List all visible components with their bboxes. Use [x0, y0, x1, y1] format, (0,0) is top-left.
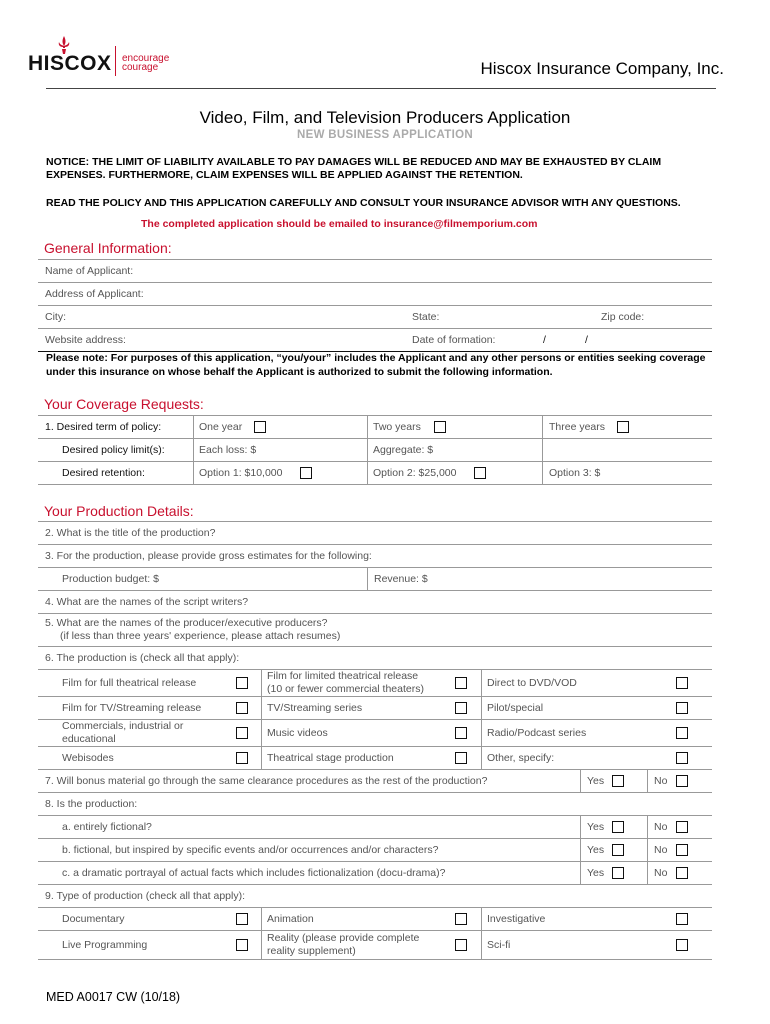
coverage-heading: Your Coverage Requests: [44, 396, 204, 412]
logo-tagline: encourage courage [122, 53, 170, 73]
dvd-vod-checkbox[interactable] [676, 677, 688, 689]
q8a-no-checkbox[interactable] [676, 821, 688, 833]
q8c-label: c. a dramatic portrayal of actual facts which includes fictionalization (docu-drama)? [62, 867, 446, 879]
option-2-checkbox[interactable] [474, 467, 486, 479]
tv-streaming-release-label: Film for TV/Streaming release [62, 702, 202, 714]
q6-grid-row-1 [38, 670, 712, 697]
website-label: Website address: [45, 334, 126, 346]
full-theatrical-label: Film for full theatrical release [62, 677, 197, 689]
q8b-yes-label: Yes [587, 844, 605, 856]
q7-no-checkbox[interactable] [676, 775, 688, 787]
q7-yes-label: Yes [587, 775, 605, 787]
production-heading: Your Production Details: [44, 503, 194, 519]
gross-estimates-row [38, 545, 712, 568]
revenue-field[interactable]: Revenue: $ [374, 573, 428, 585]
company-name: Hiscox Insurance Company, Inc. [480, 59, 724, 78]
q8b-label: b. fictional, but inspired by specific events and/or occurrences and/or characters? [62, 844, 439, 856]
pilot-special-label: Pilot/special [487, 702, 544, 714]
stage-production-checkbox[interactable] [455, 752, 467, 764]
q2-label: 2. What is the title of the production? [45, 527, 216, 539]
production-title-field[interactable] [38, 522, 712, 545]
q8b-row [38, 839, 712, 862]
q8c-yes-checkbox[interactable] [612, 867, 624, 879]
page-title: Video, Film, and Television Producers Application [199, 108, 571, 127]
q4-label: 4. What are the names of the script writers? [45, 596, 249, 608]
applicant-address-label: Address of Applicant: [45, 288, 144, 300]
q7-no-label: No [654, 775, 668, 787]
animation-label: Animation [267, 913, 314, 925]
dvd-vod-label: Direct to DVD/VOD [487, 677, 577, 689]
q8c-yes-label: Yes [587, 867, 605, 879]
animation-checkbox[interactable] [455, 913, 467, 925]
q5-label: 5. What are the names of the producer/executive producers? [45, 617, 328, 629]
investigative-checkbox[interactable] [676, 913, 688, 925]
other-specify-checkbox[interactable] [676, 752, 688, 764]
webisodes-label: Webisodes [62, 752, 114, 764]
stage-production-label: Theatrical stage production [267, 752, 394, 764]
commercials-label: Commercials, industrial or [62, 720, 184, 732]
limited-theatrical-checkbox[interactable] [455, 677, 467, 689]
live-programming-checkbox[interactable] [236, 939, 248, 951]
retention-label: Desired retention: [62, 467, 145, 479]
option-3-field[interactable]: Option 3: $ [549, 467, 601, 479]
policy-limit-row [38, 439, 712, 462]
full-theatrical-checkbox[interactable] [236, 677, 248, 689]
reality-label: Reality (please provide complete [267, 932, 420, 944]
retention-row [38, 462, 712, 485]
live-programming-label: Live Programming [62, 939, 148, 951]
applicant-name-field[interactable] [38, 260, 712, 283]
tv-streaming-series-checkbox[interactable] [455, 702, 467, 714]
option-2-label: Option 2: $25,000 [373, 467, 457, 479]
other-specify-field[interactable]: Other, specify: [487, 752, 555, 764]
two-years-label: Two years [373, 421, 421, 433]
commercials-checkbox[interactable] [236, 727, 248, 739]
investigative-label: Investigative [487, 913, 546, 925]
tv-streaming-series-label: TV/Streaming series [267, 702, 363, 714]
page-subtitle: NEW BUSINESS APPLICATION [297, 129, 473, 141]
q7-yes-checkbox[interactable] [612, 775, 624, 787]
website-date-row[interactable] [38, 329, 712, 352]
q8a-no-label: No [654, 821, 668, 833]
hiscox-logo [28, 36, 188, 80]
q7-label: 7. Will bonus material go through the same clearance procedures as the rest of the production? [45, 775, 488, 787]
applicant-definition-note: Please note: For purposes of this application, “you/your” includes the Applicant and any other persons or entities seeking coverage under this insurance on whose behalf the Applicant is authorized to submit the following information. [46, 352, 706, 378]
each-loss-field[interactable]: Each loss: $ [199, 444, 257, 456]
production-type-row [38, 647, 712, 670]
state-label: State: [412, 311, 440, 323]
logo-divider [115, 46, 116, 76]
reality-note: reality supplement) [267, 945, 356, 957]
header-rule [46, 88, 716, 89]
q8a-row [38, 816, 712, 839]
production-budget-field[interactable]: Production budget: $ [62, 573, 159, 585]
date-slash-2: / [585, 334, 588, 346]
q9-grid-row-1 [38, 908, 712, 931]
tv-streaming-release-checkbox[interactable] [236, 702, 248, 714]
bonus-material-row [38, 770, 712, 793]
radio-podcast-label: Radio/Podcast series [487, 727, 587, 739]
music-videos-label: Music videos [267, 727, 328, 739]
date-slash-1: / [543, 334, 546, 346]
general-info-heading: General Information: [44, 240, 172, 256]
policy-term-row [38, 416, 712, 439]
q8a-yes-label: Yes [587, 821, 605, 833]
q8-label: 8. Is the production: [45, 798, 138, 810]
applicant-name-label: Name of Applicant: [45, 265, 134, 277]
logo-word: HISCOX [28, 52, 112, 75]
applicant-address-field[interactable] [38, 283, 712, 306]
three-years-label: Three years [549, 421, 606, 433]
three-years-checkbox[interactable] [617, 421, 629, 433]
city-state-zip-row[interactable] [38, 306, 712, 329]
q6-label: 6. The production is (check all that apply): [45, 652, 240, 664]
music-videos-checkbox[interactable] [455, 727, 467, 739]
q9-row [38, 885, 712, 908]
pilot-special-checkbox[interactable] [676, 702, 688, 714]
q8c-no-label: No [654, 867, 668, 879]
zip-label: Zip code: [601, 311, 645, 323]
q9-grid-row-2 [38, 931, 712, 960]
sci-fi-label: Sci-fi [487, 939, 511, 951]
q8b-no-label: No [654, 844, 668, 856]
q6-grid-row-2 [38, 697, 712, 720]
script-writers-field[interactable] [38, 591, 712, 614]
q3-label: 3. For the production, please provide gross estimates for the following: [45, 550, 372, 562]
q8c-row [38, 862, 712, 885]
documentary-label: Documentary [62, 913, 125, 925]
policy-term-label: 1. Desired term of policy: [45, 421, 162, 433]
limited-theatrical-note: (10 or fewer commercial theaters) [267, 683, 424, 695]
aggregate-field[interactable]: Aggregate: $ [373, 444, 434, 456]
q6-grid-row-4 [38, 747, 712, 770]
reality-checkbox[interactable] [455, 939, 467, 951]
budget-revenue-row [38, 568, 712, 591]
q8a-yes-checkbox[interactable] [612, 821, 624, 833]
q8c-no-checkbox[interactable] [676, 867, 688, 879]
q6-grid-row-3 [38, 720, 712, 747]
radio-podcast-checkbox[interactable] [676, 727, 688, 739]
option-1-checkbox[interactable] [300, 467, 312, 479]
sci-fi-checkbox[interactable] [676, 939, 688, 951]
q8-row [38, 793, 712, 816]
producers-field[interactable] [38, 614, 712, 647]
q9-label: 9. Type of production (check all that apply): [45, 890, 246, 902]
q8a-label: a. entirely fictional? [62, 821, 152, 833]
policy-limit-label: Desired policy limit(s): [62, 444, 165, 456]
city-label: City: [45, 311, 66, 323]
webisodes-checkbox[interactable] [236, 752, 248, 764]
one-year-label: One year [199, 421, 243, 433]
q8b-yes-checkbox[interactable] [612, 844, 624, 856]
one-year-checkbox[interactable] [254, 421, 266, 433]
email-instruction: The completed application should be emailed to insurance@filmemporium.com [141, 218, 538, 230]
limited-theatrical-label: Film for limited theatrical release [267, 670, 419, 682]
q8b-no-checkbox[interactable] [676, 844, 688, 856]
commercials-label-2: educational [62, 733, 116, 745]
option-1-label: Option 1: $10,000 [199, 467, 283, 479]
date-of-formation-label: Date of formation: [412, 334, 496, 346]
q5-note: (if less than three years' experience, please attach resumes) [60, 630, 341, 642]
documentary-checkbox[interactable] [236, 913, 248, 925]
two-years-checkbox[interactable] [434, 421, 446, 433]
liability-notice: NOTICE: THE LIMIT OF LIABILITY AVAILABLE TO PAY DAMAGES WILL BE REDUCED AND MAY BE EXHAUSTED BY CLAIM EXPENSES. FURTHERMORE, CLAIM EXPENSES WILL BE APPLIED AGAINST THE RETENTION. [46, 156, 662, 181]
form-number: MED A0017 CW (10/18) [46, 990, 181, 1004]
read-policy-notice: READ THE POLICY AND THIS APPLICATION CAREFULLY AND CONSULT YOUR INSURANCE ADVISOR WITH ANY QUESTIONS. [46, 197, 681, 209]
